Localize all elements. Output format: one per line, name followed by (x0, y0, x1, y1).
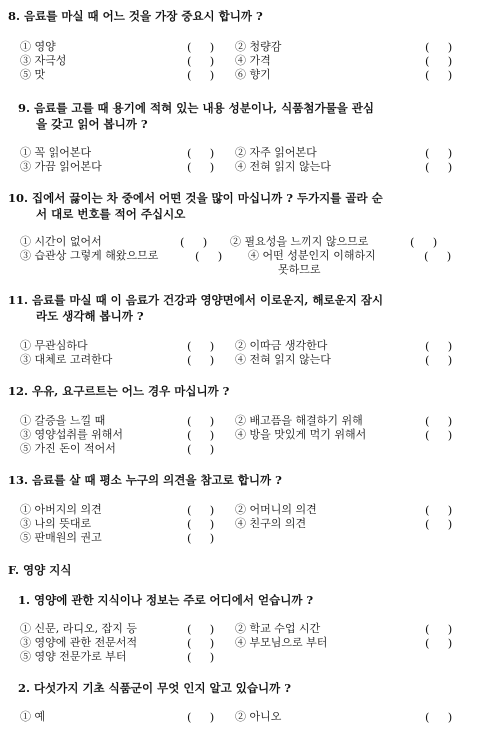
f2-option-2[interactable]: ② 아니오 (235, 710, 282, 723)
q13-answer-4[interactable]: ( ) (425, 517, 453, 531)
q9-answer-2[interactable]: ( ) (425, 146, 453, 160)
q11-answer-2[interactable]: ( ) (425, 339, 453, 353)
q10-option-1[interactable]: ① 시간이 없어서 (20, 235, 102, 248)
q8-option-2[interactable]: ② 청량감 (235, 40, 282, 53)
f1-answer-1[interactable]: ( ) (187, 622, 215, 636)
f1-answer-5[interactable]: ( ) (187, 650, 215, 664)
q13-option-4[interactable]: ④ 친구의 의견 (235, 517, 307, 530)
f1-option-2[interactable]: ② 학교 수업 시간 (235, 622, 321, 635)
q12-option-5[interactable]: ⑤ 가진 돈이 적어서 (20, 442, 116, 455)
f-question-2-title: 2. 다섯가지 기초 식품군이 무엇 인지 알고 있습니까 ? (18, 681, 291, 695)
section-f-title: F. 영양 지식 (8, 563, 72, 577)
q8-answer-2[interactable]: ( ) (425, 40, 453, 54)
q11-option-3[interactable]: ③ 대체로 고려한다 (20, 353, 113, 366)
q8-option-1[interactable]: ① 영양 (20, 40, 56, 53)
q13-option-1[interactable]: ① 아버지의 의견 (20, 503, 102, 516)
q11-answer-3[interactable]: ( ) (187, 353, 215, 367)
q9-answer-3[interactable]: ( ) (187, 160, 215, 174)
q9-answer-1[interactable]: ( ) (187, 146, 215, 160)
question-10-title-line1: 10. 집에서 끓이는 차 중에서 어떤 것을 많이 마십니까 ? 두가지를 골라 순 (8, 191, 383, 205)
q8-answer-5[interactable]: ( ) (187, 68, 215, 82)
f1-answer-4[interactable]: ( ) (425, 636, 453, 650)
q10-option-3[interactable]: ③ 습관상 그렇게 해왔으므로 (20, 249, 159, 262)
q10-answer-4[interactable]: ( ) (424, 249, 452, 263)
question-11-title-line1: 11. 음료를 마실 때 이 음료가 건강과 영양면에서 이로운지, 해로운지 잠시 (8, 293, 384, 307)
q8-answer-6[interactable]: ( ) (425, 68, 453, 82)
q11-option-1[interactable]: ① 무관심하다 (20, 339, 88, 352)
q11-answer-1[interactable]: ( ) (187, 339, 215, 353)
q8-option-3[interactable]: ③ 자극성 (20, 54, 67, 67)
q11-answer-4[interactable]: ( ) (425, 353, 453, 367)
q12-answer-1[interactable]: ( ) (187, 414, 215, 428)
question-12-title: 12. 우유, 요구르트는 어느 경우 마십니까 ? (8, 384, 230, 398)
q13-option-3[interactable]: ③ 나의 뜻대로 (20, 517, 92, 530)
question-9-title-line1: 9. 음료를 고를 때 용기에 적혀 있는 내용 성분이나, 식품첨가물을 관심 (18, 101, 374, 115)
question-13-title: 13. 음료를 살 때 평소 누구의 의견을 참고로 합니까 ? (8, 473, 282, 487)
q11-option-4[interactable]: ④ 전혀 읽지 않는다 (235, 353, 331, 366)
q9-option-3[interactable]: ③ 가끔 읽어본다 (20, 160, 102, 173)
q8-answer-4[interactable]: ( ) (425, 54, 453, 68)
q12-option-1[interactable]: ① 갈증을 느낄 때 (20, 414, 106, 427)
f1-answer-3[interactable]: ( ) (187, 636, 215, 650)
q13-option-2[interactable]: ② 어머니의 의견 (235, 503, 317, 516)
q13-option-5[interactable]: ⑤ 판매원의 권고 (20, 531, 102, 544)
q12-option-2[interactable]: ② 배고픔을 해결하기 위해 (235, 414, 363, 427)
question-11-title-line2: 라도 생각해 봅니까 ? (36, 309, 144, 323)
q12-answer-5[interactable]: ( ) (187, 442, 215, 456)
q12-answer-2[interactable]: ( ) (425, 414, 453, 428)
q12-answer-3[interactable]: ( ) (187, 428, 215, 442)
f-question-1-title: 1. 영양에 관한 지식이나 정보는 주로 어디에서 얻습니까 ? (18, 593, 314, 607)
f2-answer-2[interactable]: ( ) (425, 710, 453, 724)
q12-answer-4[interactable]: ( ) (425, 428, 453, 442)
f1-option-3[interactable]: ③ 영양에 관한 전문서적 (20, 636, 138, 649)
q8-option-6[interactable]: ⑥ 향기 (235, 68, 271, 81)
q13-answer-1[interactable]: ( ) (187, 503, 215, 517)
q13-answer-2[interactable]: ( ) (425, 503, 453, 517)
q8-answer-3[interactable]: ( ) (187, 54, 215, 68)
q10-option-4-continued: 못하므로 (278, 263, 321, 276)
q9-option-1[interactable]: ① 꼭 읽어본다 (20, 146, 92, 159)
q8-option-5[interactable]: ⑤ 맛 (20, 68, 46, 81)
f1-option-5[interactable]: ⑤ 영양 전문가로 부터 (20, 650, 127, 663)
f2-option-1[interactable]: ① 예 (20, 710, 46, 723)
q9-answer-4[interactable]: ( ) (425, 160, 453, 174)
q12-option-3[interactable]: ③ 영양섭취를 위해서 (20, 428, 124, 441)
f1-answer-2[interactable]: ( ) (425, 622, 453, 636)
f2-answer-1[interactable]: ( ) (187, 710, 215, 724)
q8-answer-1[interactable]: ( ) (187, 40, 215, 54)
q12-option-4[interactable]: ④ 방을 맛있게 먹기 위해서 (235, 428, 367, 441)
question-10-title-line2: 서 대로 번호를 적어 주십시오 (36, 207, 186, 221)
q10-answer-1[interactable]: ( ) (180, 235, 208, 249)
q10-answer-2[interactable]: ( ) (410, 235, 438, 249)
q10-option-4[interactable]: ④ 어떤 성분인지 이해하지 (248, 249, 376, 262)
q13-answer-3[interactable]: ( ) (187, 517, 215, 531)
q10-answer-3[interactable]: ( ) (195, 249, 223, 263)
f1-option-1[interactable]: ① 신문, 라디오, 잡지 등 (20, 622, 137, 635)
q13-answer-5[interactable]: ( ) (187, 531, 215, 545)
q8-option-4[interactable]: ④ 가격 (235, 54, 271, 67)
q11-option-2[interactable]: ② 이따금 생각한다 (235, 339, 328, 352)
question-9-title-line2: 을 갖고 읽어 봅니까 ? (36, 117, 148, 131)
q9-option-2[interactable]: ② 자주 읽어본다 (235, 146, 317, 159)
q9-option-4[interactable]: ④ 전혀 읽지 않는다 (235, 160, 331, 173)
question-8-title: 8. 음료를 마실 때 어느 것을 가장 중요시 합니까 ? (8, 9, 263, 23)
f1-option-4[interactable]: ④ 부모님으로 부터 (235, 636, 328, 649)
q10-option-2[interactable]: ② 필요성을 느끼지 않으므로 (230, 235, 369, 248)
